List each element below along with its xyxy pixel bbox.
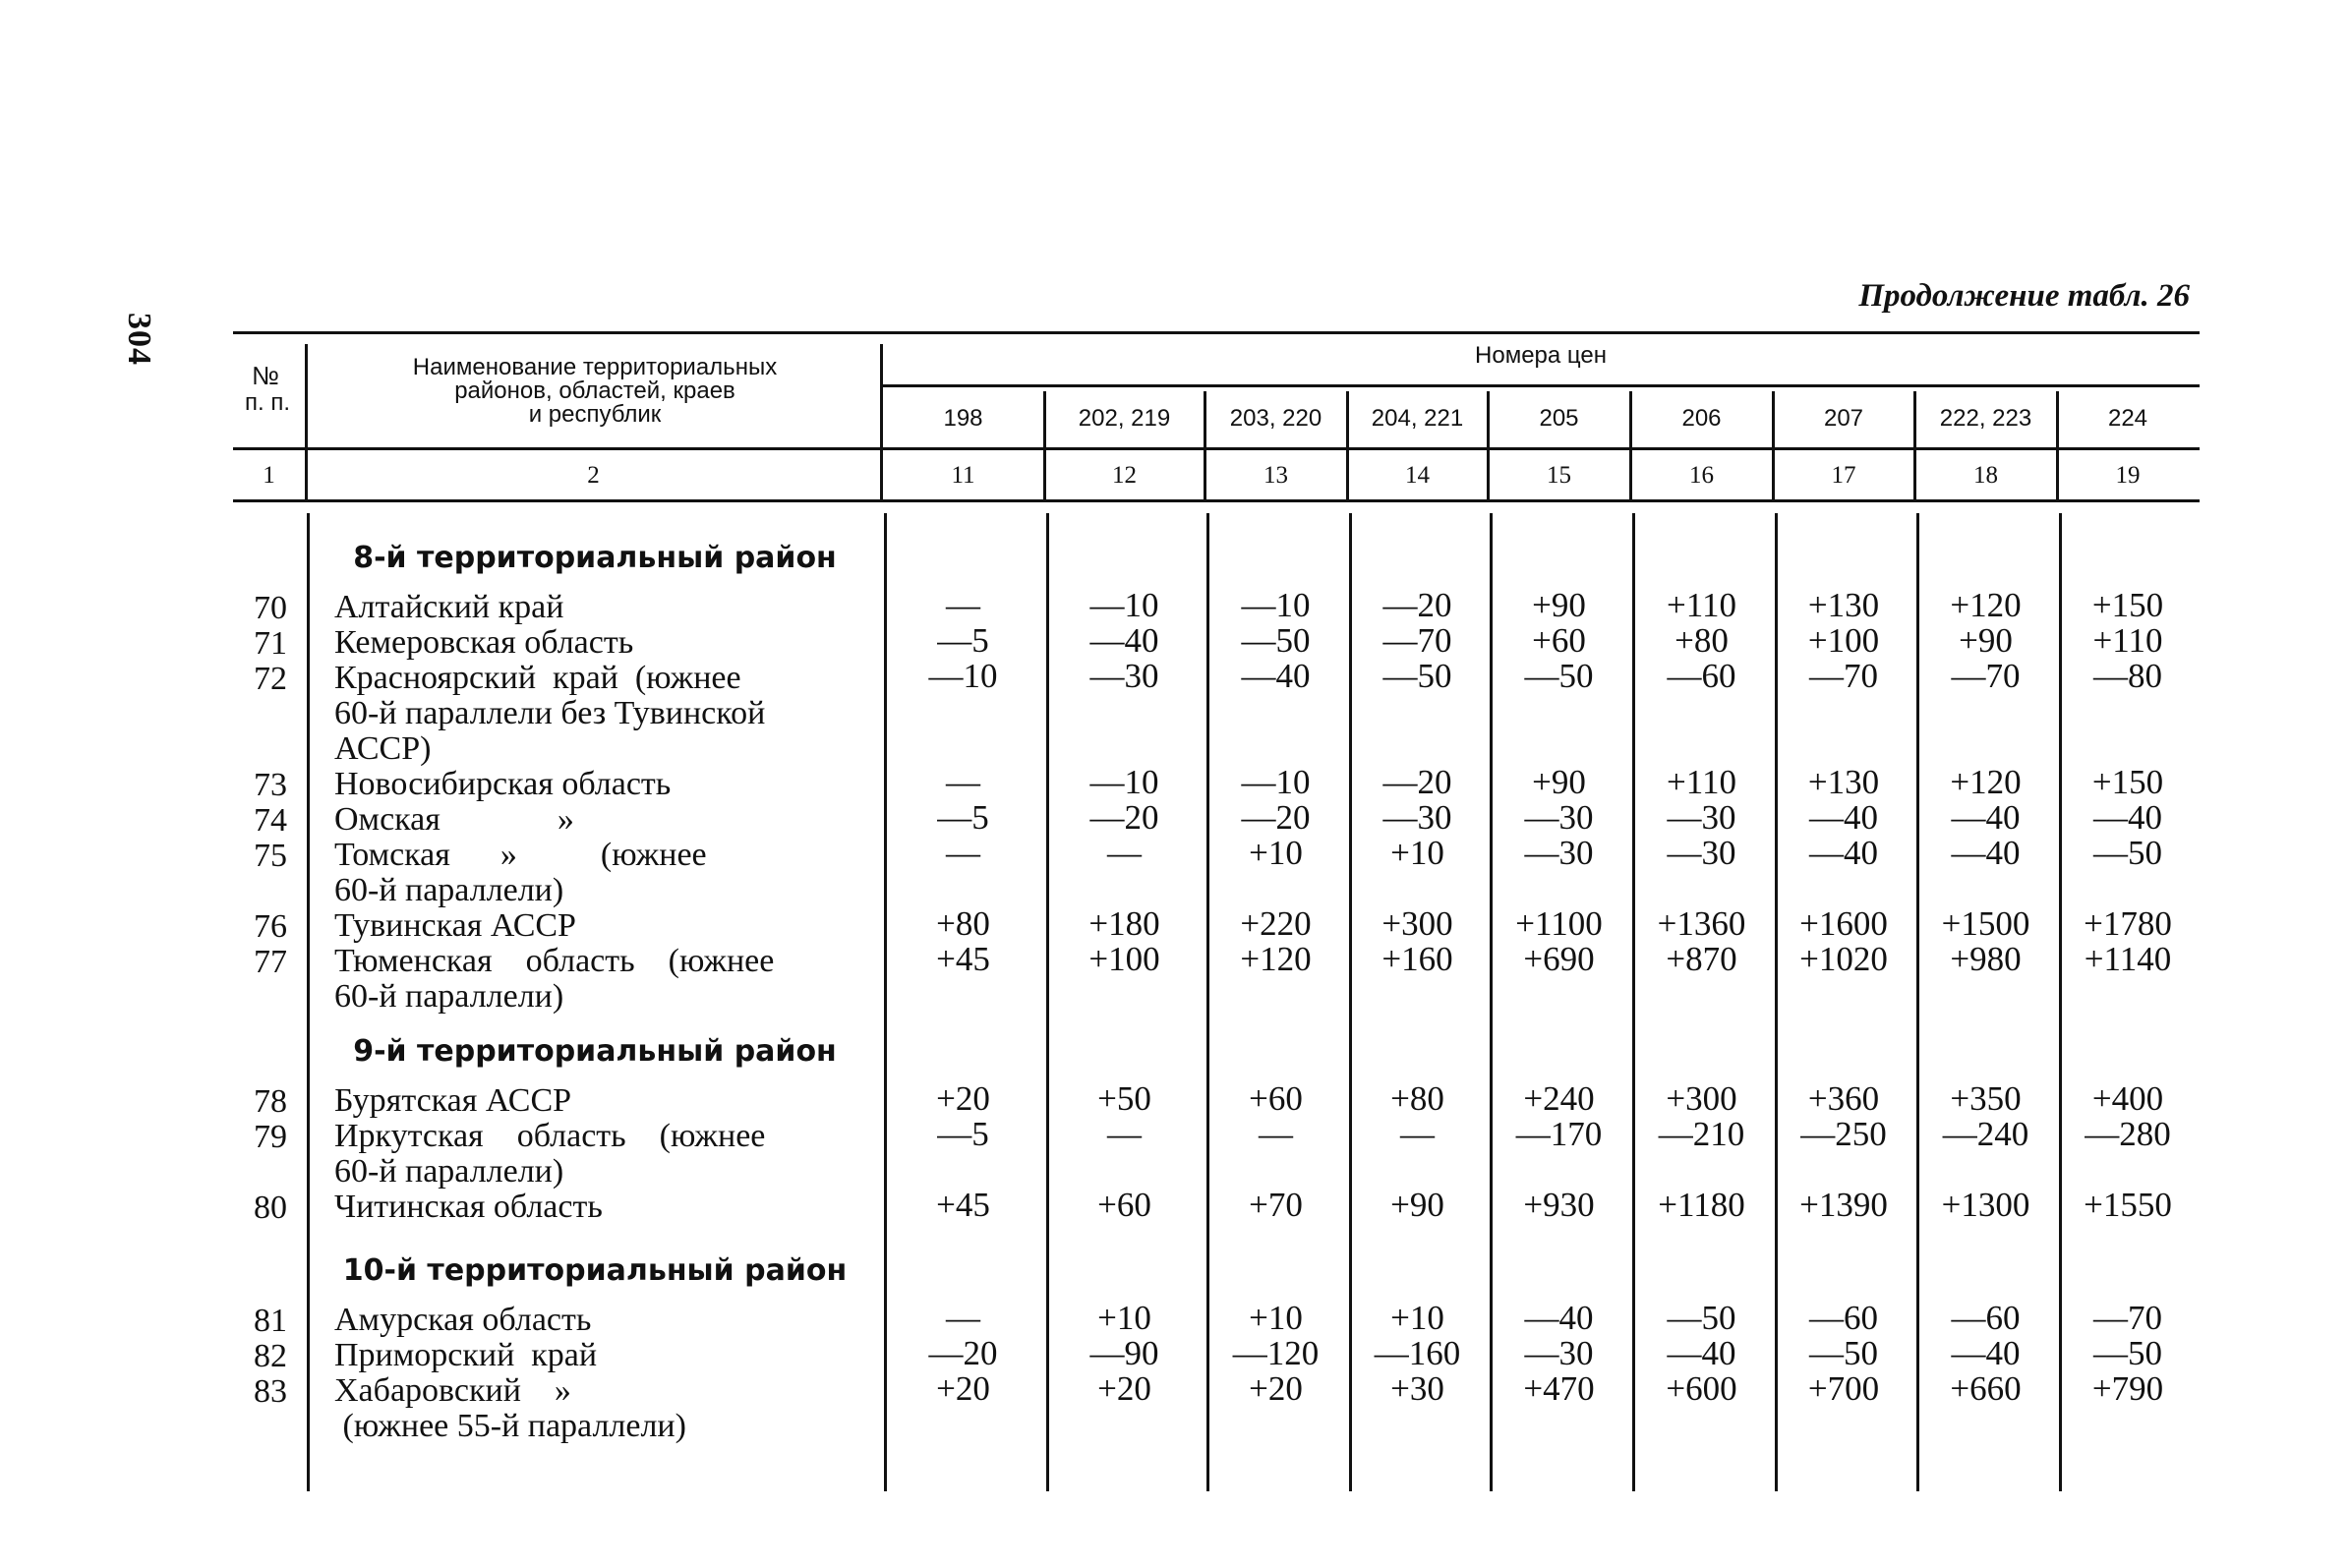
price-value: +980 bbox=[1950, 940, 2022, 978]
colnum-price: 14 bbox=[1405, 462, 1430, 489]
row-name-line: Кемеровская область bbox=[334, 624, 634, 661]
row-name-line: Приморский край bbox=[334, 1337, 598, 1373]
price-value: +20 bbox=[1249, 1369, 1303, 1408]
price-value: — bbox=[946, 1299, 980, 1337]
price-value: —30 bbox=[1667, 834, 1736, 872]
price-value: —50 bbox=[1667, 1299, 1736, 1337]
prices-title-rule bbox=[882, 384, 2200, 387]
header-price-column: 207 bbox=[1823, 405, 1864, 432]
price-value: +1780 bbox=[2084, 904, 2172, 943]
price-value: —40 bbox=[1524, 1299, 1594, 1337]
price-value: +10 bbox=[1390, 1299, 1444, 1337]
page-number: 304 bbox=[121, 313, 157, 366]
header-name-line: районов, областей, краев bbox=[454, 377, 735, 404]
price-value: — bbox=[1259, 1115, 1293, 1153]
price-value: +60 bbox=[1249, 1079, 1303, 1118]
price-value: —60 bbox=[1809, 1299, 1878, 1337]
price-value: —50 bbox=[1241, 621, 1311, 660]
price-value: +870 bbox=[1666, 940, 1737, 978]
colnum-price: 11 bbox=[951, 462, 975, 489]
row-number: 82 bbox=[254, 1338, 287, 1374]
price-value: —170 bbox=[1515, 1115, 1603, 1153]
price-value: —5 bbox=[937, 798, 989, 837]
row-number: 77 bbox=[254, 944, 287, 980]
price-value: +130 bbox=[1807, 763, 1880, 801]
colnum-price: 19 bbox=[2115, 462, 2141, 489]
price-value: —10 bbox=[1089, 586, 1159, 624]
price-value: +20 bbox=[936, 1079, 990, 1118]
price-value: —160 bbox=[1374, 1334, 1461, 1372]
row-number: 73 bbox=[254, 767, 287, 803]
price-value: +90 bbox=[1390, 1186, 1444, 1224]
price-value: — bbox=[946, 763, 980, 801]
price-value: +70 bbox=[1249, 1186, 1303, 1224]
price-value: +110 bbox=[2092, 621, 2163, 660]
price-value: +240 bbox=[1523, 1079, 1595, 1118]
price-value: —50 bbox=[1524, 657, 1594, 695]
price-value: —20 bbox=[928, 1334, 998, 1372]
price-value: —40 bbox=[1951, 1334, 2021, 1372]
row-name-line: 60-й параллели) bbox=[334, 978, 564, 1015]
price-value: +60 bbox=[1097, 1186, 1151, 1224]
price-value: +80 bbox=[936, 904, 990, 943]
row-name-line: Томская » (южнее bbox=[334, 837, 707, 873]
price-value: —10 bbox=[1241, 763, 1311, 801]
price-value: +100 bbox=[1088, 940, 1160, 978]
price-value: —20 bbox=[1241, 798, 1311, 837]
price-value: +110 bbox=[1667, 586, 1736, 624]
price-value: —70 bbox=[1382, 621, 1452, 660]
price-value: +600 bbox=[1666, 1369, 1737, 1408]
price-value: —280 bbox=[2085, 1115, 2171, 1153]
header-no-label: № bbox=[252, 361, 279, 390]
price-value: +300 bbox=[1381, 904, 1453, 943]
colnum-price: 13 bbox=[1263, 462, 1288, 489]
header-price-column: 206 bbox=[1681, 405, 1722, 432]
price-value: — bbox=[1107, 834, 1142, 872]
header-pp-label: п. п. bbox=[245, 389, 290, 416]
colnum-price: 16 bbox=[1689, 462, 1714, 489]
header-price-column: 224 bbox=[2107, 405, 2148, 432]
price-value: +90 bbox=[1532, 763, 1586, 801]
header-price-column: 205 bbox=[1539, 405, 1579, 432]
row-name-line: Бурятская АССР bbox=[334, 1082, 572, 1119]
price-value: +120 bbox=[1240, 940, 1312, 978]
price-value: +300 bbox=[1666, 1079, 1737, 1118]
row-name-line: Красноярский край (южнее bbox=[334, 660, 741, 696]
header-name-line: Наименование территориальных bbox=[412, 354, 778, 380]
row-name-line: 60-й параллели без Тувинской bbox=[334, 695, 766, 731]
price-value: —10 bbox=[1241, 586, 1311, 624]
price-value: +660 bbox=[1950, 1369, 2022, 1408]
price-value: —30 bbox=[1524, 798, 1594, 837]
header-price-column: 202, 219 bbox=[1078, 405, 1171, 432]
row-name-line: Тувинская АССР bbox=[334, 907, 576, 944]
price-value: +20 bbox=[1097, 1369, 1151, 1408]
row-name-line: АССР) bbox=[334, 730, 432, 767]
colnum-1: 1 bbox=[263, 462, 275, 489]
row-number: 72 bbox=[254, 661, 287, 697]
header-price-column: 204, 221 bbox=[1371, 405, 1464, 432]
price-value: +1140 bbox=[2084, 940, 2172, 978]
price-value: —40 bbox=[1809, 798, 1878, 837]
header-bottom-rule bbox=[233, 447, 2200, 450]
price-value: +1500 bbox=[1941, 904, 2030, 943]
row-name-line: Читинская область bbox=[334, 1189, 603, 1225]
colnum-bottom-rule bbox=[233, 499, 2200, 502]
price-value: —210 bbox=[1658, 1115, 1745, 1153]
row-number: 76 bbox=[254, 908, 287, 945]
price-value: +220 bbox=[1240, 904, 1312, 943]
colnum-price: 12 bbox=[1112, 462, 1137, 489]
table-caption: Продолжение табл. 26 bbox=[1858, 278, 2190, 314]
section-title: 8-й территориальный район bbox=[353, 541, 837, 575]
row-number: 83 bbox=[254, 1373, 287, 1410]
row-name-line: Алтайский край bbox=[334, 589, 564, 625]
price-value: —60 bbox=[1951, 1299, 2021, 1337]
price-value: +45 bbox=[936, 940, 990, 978]
colnum-price: 18 bbox=[1973, 462, 1998, 489]
price-value: +360 bbox=[1807, 1079, 1880, 1118]
price-value: —60 bbox=[1667, 657, 1736, 695]
price-value: —240 bbox=[1942, 1115, 2029, 1153]
price-value: —70 bbox=[1951, 657, 2021, 695]
price-value: +1550 bbox=[2084, 1186, 2172, 1224]
price-value: +1390 bbox=[1799, 1186, 1888, 1224]
price-value: —50 bbox=[2093, 834, 2162, 872]
price-value: +470 bbox=[1523, 1369, 1595, 1408]
row-name-line: Тюменская область (южнее bbox=[334, 943, 775, 979]
price-value: —40 bbox=[1951, 834, 2021, 872]
price-value: —40 bbox=[1951, 798, 2021, 837]
price-value: —250 bbox=[1800, 1115, 1887, 1153]
row-number: 70 bbox=[254, 590, 287, 626]
price-value: —30 bbox=[1382, 798, 1452, 837]
price-value: +120 bbox=[1950, 586, 2022, 624]
price-value: —40 bbox=[1089, 621, 1159, 660]
price-value: —80 bbox=[2093, 657, 2162, 695]
price-value: +120 bbox=[1950, 763, 2022, 801]
row-number: 75 bbox=[254, 838, 287, 874]
row-number: 80 bbox=[254, 1190, 287, 1226]
price-value: +130 bbox=[1807, 586, 1880, 624]
row-name-line: 60-й параллели) bbox=[334, 1153, 564, 1190]
row-name-line: Амурская область bbox=[334, 1302, 592, 1338]
price-value: +180 bbox=[1088, 904, 1160, 943]
price-value: +10 bbox=[1390, 834, 1444, 872]
row-number: 78 bbox=[254, 1083, 287, 1120]
price-value: —20 bbox=[1382, 763, 1452, 801]
price-value: +90 bbox=[1532, 586, 1586, 624]
price-value: +100 bbox=[1807, 621, 1880, 660]
price-value: +1360 bbox=[1657, 904, 1746, 943]
price-value: —10 bbox=[928, 657, 998, 695]
price-value: +90 bbox=[1959, 621, 2013, 660]
price-value: —40 bbox=[1809, 834, 1878, 872]
header-price-column: 198 bbox=[943, 405, 983, 432]
header-top-rule bbox=[233, 331, 2200, 334]
price-value: +700 bbox=[1807, 1369, 1880, 1408]
price-value: +80 bbox=[1674, 621, 1729, 660]
price-value: —5 bbox=[937, 621, 989, 660]
price-value: +80 bbox=[1390, 1079, 1444, 1118]
price-value: —20 bbox=[1089, 798, 1159, 837]
price-value: —50 bbox=[1809, 1334, 1878, 1372]
price-value: +1020 bbox=[1799, 940, 1888, 978]
row-name-line: (южнее 55-й параллели) bbox=[334, 1408, 686, 1444]
price-value: +10 bbox=[1097, 1299, 1151, 1337]
price-value: +400 bbox=[2091, 1079, 2164, 1118]
header-price-column: 203, 220 bbox=[1229, 405, 1322, 432]
price-value: — bbox=[946, 586, 980, 624]
price-value: —30 bbox=[1667, 798, 1736, 837]
row-name-line: Иркутская область (южнее bbox=[334, 1118, 766, 1154]
price-value: — bbox=[946, 834, 980, 872]
price-value: +150 bbox=[2091, 586, 2164, 624]
price-value: +690 bbox=[1523, 940, 1595, 978]
row-number: 71 bbox=[254, 625, 287, 662]
price-value: +50 bbox=[1097, 1079, 1151, 1118]
price-value: —30 bbox=[1524, 834, 1594, 872]
row-number: 81 bbox=[254, 1303, 287, 1339]
price-value: —70 bbox=[1809, 657, 1878, 695]
body-col-divider-1 bbox=[307, 513, 310, 1491]
price-value: —30 bbox=[1089, 657, 1159, 695]
colnum-2: 2 bbox=[587, 462, 600, 489]
section-title: 9-й территориальный район bbox=[353, 1034, 837, 1069]
row-name-line: Новосибирская область bbox=[334, 766, 672, 802]
row-name-line: Омская » bbox=[334, 801, 574, 838]
price-value: +60 bbox=[1532, 621, 1586, 660]
price-value: +1180 bbox=[1658, 1186, 1745, 1224]
price-value: —50 bbox=[1382, 657, 1452, 695]
price-value: +10 bbox=[1249, 834, 1303, 872]
price-value: +45 bbox=[936, 1186, 990, 1224]
row-number: 79 bbox=[254, 1119, 287, 1155]
price-value: —40 bbox=[1667, 1334, 1736, 1372]
price-value: +20 bbox=[936, 1369, 990, 1408]
row-name-line: 60-й параллели) bbox=[334, 872, 564, 908]
price-value: —40 bbox=[1241, 657, 1311, 695]
section-title: 10-й территориальный район bbox=[342, 1253, 848, 1288]
price-value: +1300 bbox=[1941, 1186, 2030, 1224]
price-value: —120 bbox=[1232, 1334, 1320, 1372]
price-value: +930 bbox=[1523, 1186, 1595, 1224]
colnum-price: 15 bbox=[1547, 462, 1571, 489]
header-price-column: 222, 223 bbox=[1939, 405, 2032, 432]
row-name-line: Хабаровский » bbox=[334, 1372, 571, 1409]
price-value: —5 bbox=[937, 1115, 989, 1153]
row-number: 74 bbox=[254, 802, 287, 839]
price-value: +350 bbox=[1950, 1079, 2022, 1118]
price-value: —30 bbox=[1524, 1334, 1594, 1372]
price-value: — bbox=[1400, 1115, 1435, 1153]
price-value: —70 bbox=[2093, 1299, 2162, 1337]
header-prices-title: Номера цен bbox=[1475, 342, 1607, 369]
price-value: +30 bbox=[1390, 1369, 1444, 1408]
price-value: —10 bbox=[1089, 763, 1159, 801]
price-value: —50 bbox=[2093, 1334, 2162, 1372]
price-value: +1100 bbox=[1515, 904, 1603, 943]
price-value: +790 bbox=[2091, 1369, 2164, 1408]
price-value: +160 bbox=[1381, 940, 1453, 978]
colnum-price: 17 bbox=[1831, 462, 1856, 489]
price-value: —20 bbox=[1382, 586, 1452, 624]
price-value: +150 bbox=[2091, 763, 2164, 801]
price-value: —90 bbox=[1089, 1334, 1159, 1372]
price-value: — bbox=[1107, 1115, 1142, 1153]
price-value: +1600 bbox=[1799, 904, 1888, 943]
price-value: +110 bbox=[1667, 763, 1736, 801]
price-value: —40 bbox=[2093, 798, 2162, 837]
price-value: +10 bbox=[1249, 1299, 1303, 1337]
header-name-line: и республик bbox=[528, 401, 662, 428]
